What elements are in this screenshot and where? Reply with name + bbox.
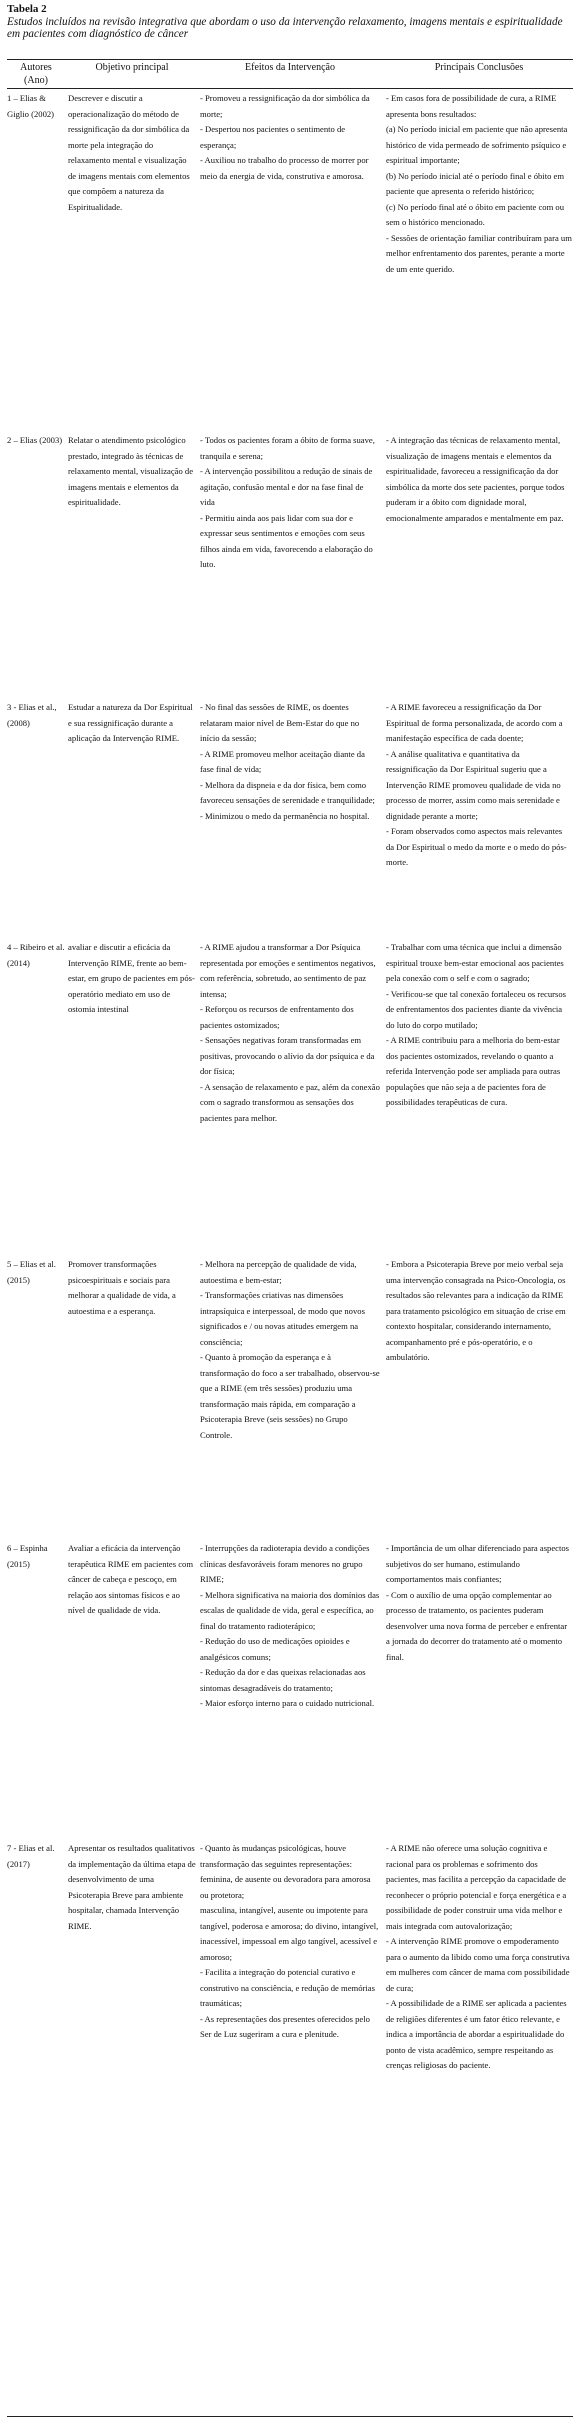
cell-effects xyxy=(200,940,380,1126)
cell-conclusions-item: - Sessões de orientação familiar contribuíram para um melhor enfrentamento dos parentes, perante a morte de um ente querido. xyxy=(386,232,572,274)
cell-conclusions-item: - A integração das técnicas de relaxamento mental, visualização de imagens mentais e elementos da espiritualidade, favoreceu a ressignificação da dor simbólica da morte dos sete pacientes, porque todos puderam ir a óbito com dignidade moral, emocionalmente amparados e mentalmente em paz. xyxy=(386,435,565,523)
cell-effects-item: - Melhora na percepção de qualidade de vida, autoestima e bem-estar; xyxy=(200,1259,357,1285)
header-effects: Efeitos da Intervenção xyxy=(245,62,335,73)
cell-objective: Avaliar a eficácia da intervenção terapêutica RIME em pacientes com câncer de cabeça e pescoço, em relação aos sintomas físicos e ao nível de qualidade de vida. xyxy=(68,1543,194,1615)
header-conclusions: Principais Conclusões xyxy=(434,62,524,73)
cell-effects-item: - A sensação de relaxamento e paz, além da conexão com o sagrado transformou as sensações dos pacientes para melhor. xyxy=(200,1081,380,1123)
cell-effects xyxy=(200,1841,380,2043)
cell-effects xyxy=(200,1541,380,1712)
header-objective: Objetivo principal xyxy=(95,62,169,73)
cell-conclusions-item: (c) No período final até o óbito em paciente com ou sem o histórico mencionado. xyxy=(386,201,565,227)
cell-effects-item: - Permitiu ainda aos pais lidar com sua dor e expressar seus sentimentos e emoções com seus filhos ainda em vida, favorecendo a elaboração do luto. xyxy=(200,512,373,569)
table-label: Tabela 2 xyxy=(7,3,47,15)
cell-effects-item: - A RIME ajudou a transformar a Dor Psíquica representada por emoções e sentimentos negativos, com referência, sobretudo, ao sentimento de paz intensa; xyxy=(200,942,376,999)
cell-effects xyxy=(200,1257,380,1443)
cell-conclusions-item: - Em casos fora de possibilidade de cura, a RIME apresenta bons resultados: xyxy=(386,93,557,119)
cell-conclusions xyxy=(386,940,572,1111)
cell-conclusions-item: - A análise qualitativa e quantitativa da ressignificação da Dor Espiritual sugeriu que a Intervenção RIME promoveu qualidade de vida no processo de morrer, assim como mais serenidade e dignidade perante a morte; xyxy=(386,748,561,821)
cell-effects-item: - Minimizou o medo da permanência no hospital. xyxy=(200,810,370,821)
cell-effects-item: - A intervenção possibilitou a redução de sinais de agitação, confusão mental e dor na fase final de vida xyxy=(200,466,373,507)
cell-conclusions xyxy=(386,700,572,871)
cell-conclusions-item: (b) No período inicial até o período final e óbito em paciente que apresenta o referido histórico; xyxy=(386,170,565,196)
cell-conclusions xyxy=(386,1541,572,1665)
cell-objective: Relatar o atendimento psicológico prestado, integrado às técnicas de relaxamento mental, visualização de imagens mentais e elementos da espiritualidade. xyxy=(68,435,194,507)
cell-conclusions-item: - A possibilidade de a RIME ser aplicada a pacientes de religiões diferentes é um fator ético relevante, e indica a importância de abordar a espiritualidade do ponto de vista acadêmico, sempre respeitando as crenças religiosas do paciente. xyxy=(386,1998,567,2070)
cell-effects-item: - Promoveu a ressignificação da dor simbólica da morte; xyxy=(200,93,370,119)
cell-effects-item: - Reforçou os recursos de enfrentamento dos pacientes ostomizados; xyxy=(200,1004,354,1030)
cell-conclusions-item: - Foram observados como aspectos mais relevantes da Dor Espiritual o medo da morte e o medo do pós-morte. xyxy=(386,826,567,867)
cell-effects xyxy=(200,700,380,824)
cell-effects-item: - As representações dos presentes oferecidos pelo Ser de Luz sugeriram a cura e plenitude. xyxy=(200,2013,370,2039)
cell-conclusions-item: - Verificou-se que tal conexão fortaleceu os recursos de enfrentamentos dos pacientes diante da vivência do luto do corpo mutilado; xyxy=(386,988,566,1030)
cell-conclusions-item: - A intervenção RIME promove o empoderamento para o aumento da libido como uma força construtiva em mulheres com câncer de mama com possibilidade de cura; xyxy=(386,1936,570,1993)
cell-effects-item: - Sensações negativas foram transformadas em positivas, provocando o alívio da dor psíquica e da dor física; xyxy=(200,1035,375,1076)
cell-effects xyxy=(200,433,380,573)
cell-effects-item: - Quanto à promoção da esperança e à transformação do foco a ser trabalhado, observou-se que a RIME (em três sessões) produziu uma transformação mais rápida, em comparação a Psicoterapia Breve (seis sessões) no Grupo Controle. xyxy=(200,1352,380,1440)
cell-effects-item: - Maior esforço interno para o cuidado nutricional. xyxy=(200,1698,375,1708)
cell-objective: Apresentar os resultados qualitativos da implementação da última etapa de desenvolvimento de uma Psicoterapia Breve para ambiente hospitalar, chamada Intervenção RIME. xyxy=(68,1843,196,1931)
cell-effects xyxy=(200,91,380,184)
cell-conclusions-item: - Com o auxílio de uma opção complementar ao processo de tratamento, os pacientes puderam desenvolver uma nova forma de perceber e enfrentar a jornada do decorrer do tratamento até o momento final. xyxy=(386,1589,568,1662)
cell-effects-item: - Interrupções da radioterapia devido a condições clínicas desfavoráveis foram menores no grupo RIME; xyxy=(200,1543,370,1584)
cell-conclusions-item: - A RIME contribuiu para a melhoria do bem-estar dos pacientes ostomizados, revelando o quanto a referida Intervenção pode ser ampliada para outras populações que não seja a de pacientes fora de possibilidades terapêuticas de cura. xyxy=(386,1035,561,1107)
cell-effects-item: - Facilita a integração do potencial curativo e construtivo na consciência, e redução de memórias traumáticas; xyxy=(200,1967,375,2008)
cell-effects-item: - Auxiliou no trabalho do processo de morrer por meio da energia de vida, construtiva e amorosa. xyxy=(200,155,369,181)
cell-author: 1 – Elias & Giglio (2002) xyxy=(7,93,55,119)
cell-conclusions-item: - A RIME favoreceu a ressignificação da Dor Espiritual de forma personalizada, de acordo com a manifestação específica de cada doente; xyxy=(386,702,563,743)
cell-objective: Estudar a natureza da Dor Espiritual e sua ressignificação durante a aplicação da Intervenção RIME. xyxy=(68,702,193,743)
cell-effects-item: - Transformações criativas nas dimensões intrapsíquica e interpessoal, de modo que novos significados e / ou novas atitudes emergem na consciência; xyxy=(200,1290,365,1347)
cell-author: 3 - Elias et al., (2008) xyxy=(7,702,57,728)
cell-objective: Promover transformações psicoespirituais e sociais para melhorar a qualidade de vida, a autoestima e a esperança. xyxy=(68,1259,176,1316)
cell-author: 7 - Elias et al. (2017) xyxy=(7,1843,55,1869)
cell-effects-item: - Todos os pacientes foram a óbito de forma suave, tranquila e serena; xyxy=(200,435,375,461)
cell-author: 2 – Elias (2003) xyxy=(7,435,63,445)
cell-conclusions-item: - Importância de um olhar diferenciado para aspectos subjetivos do ser humano, estimulando comportamentos mais confiantes; xyxy=(386,1543,570,1584)
cell-effects-item: - Melhora da dispneia e da dor física, bem como favoreceu sensações de serenidade e tranquilidade; xyxy=(200,779,375,805)
cell-effects-item: - A RIME promoveu melhor aceitação diante da fase final de vida; xyxy=(200,748,365,774)
cell-effects-item: - Melhora significativa na maioria dos domínios das escalas de qualidade de vida, geral e específica, ao final do tratamento radioterápico; xyxy=(200,1589,380,1631)
cell-conclusions-item: - Embora a Psicoterapia Breve por meio verbal seja uma intervenção consagrada na Psico-Oncologia, os resultados são relevantes para a indicação da RIME para tratamento psicológico em situação de crise em contexto hospitalar, considerando internamento, acompanhamento pré e pós-operatório, e o ambulatório. xyxy=(386,1259,566,1362)
cell-author: 5 – Elias et al. (2015) xyxy=(7,1259,56,1285)
header-authors: Autores (Ano) xyxy=(20,62,52,86)
cell-effects-item: masculina, intangível, ausente ou impotente para tangível, poderosa e amorosa; do divino, intangível, inacessível, impessoal em algo tangível, acessível e amoroso; xyxy=(200,1905,379,1962)
cell-effects-item: - Quanto às mudanças psicológicas, houve transformação das seguintes representações: feminina, de ausente ou devoradora para amorosa ou protetora; xyxy=(200,1843,371,1900)
cell-author: 4 – Ribeiro et al. (2014) xyxy=(7,942,65,968)
cell-conclusions xyxy=(386,433,572,526)
cell-effects-item: - Redução da dor e das queixas relacionadas aos sintomas desagradáveis do tratamento; xyxy=(200,1667,366,1693)
cell-objective: Descrever e discutir a operacionalização do método de ressignificação da dor simbólica da morte pela integração do relaxamento mental e visualização de imagens mentais com elementos que compõem a natureza da Espiritualidade. xyxy=(68,93,190,212)
cell-conclusions xyxy=(386,91,572,277)
cell-effects-item: - No final das sessões de RIME, os doentes relataram maior nível de Bem-Estar do que no início da sessão; xyxy=(200,702,360,743)
cell-conclusions-item: - Trabalhar com uma técnica que inclui a dimensão espiritual trouxe bem-estar emocional aos pacientes pela conexão com o self e com o sagrado; xyxy=(386,942,564,983)
cell-conclusions-item: - A RIME não oferece uma solução cognitiva e racional para os problemas e sofrimento dos pacientes, mas facilita a percepção da capacidade de reconhecer o próprio potencial e força energética e a possibilidade de poder construir uma vida melhor e mais integrada com autovalorização; xyxy=(386,1843,567,1931)
cell-effects-item: - Despertou nos pacientes o sentimento de esperança; xyxy=(200,124,346,150)
cell-conclusions-item: (a) No período inicial em paciente que não apresenta histórico de vida permeado de sofrimento psíquico e espiritual importante; xyxy=(386,124,568,165)
cell-conclusions xyxy=(386,1841,572,2074)
header-top-rule xyxy=(7,59,573,60)
cell-effects-item: - Redução do uso de medicações opioides e analgésicos comuns; xyxy=(200,1636,350,1662)
table-caption: Estudos incluídos na revisão integrativa que abordam o uso da intervenção relaxamento, imagens mentais e espiritualidade em pacientes com diagnóstico de câncer xyxy=(7,16,563,41)
cell-objective: avaliar e discutir a eficácia da Intervenção RIME, frente ao bem-estar, em grupo de pacientes em pós-operatório mediato em uso de ostomia intestinal xyxy=(68,942,195,1014)
cell-conclusions xyxy=(386,1257,572,1366)
cell-author: 6 – Espinha (2015) xyxy=(7,1543,48,1569)
table-bottom-rule xyxy=(7,2416,573,2417)
header-bottom-rule xyxy=(7,88,573,89)
